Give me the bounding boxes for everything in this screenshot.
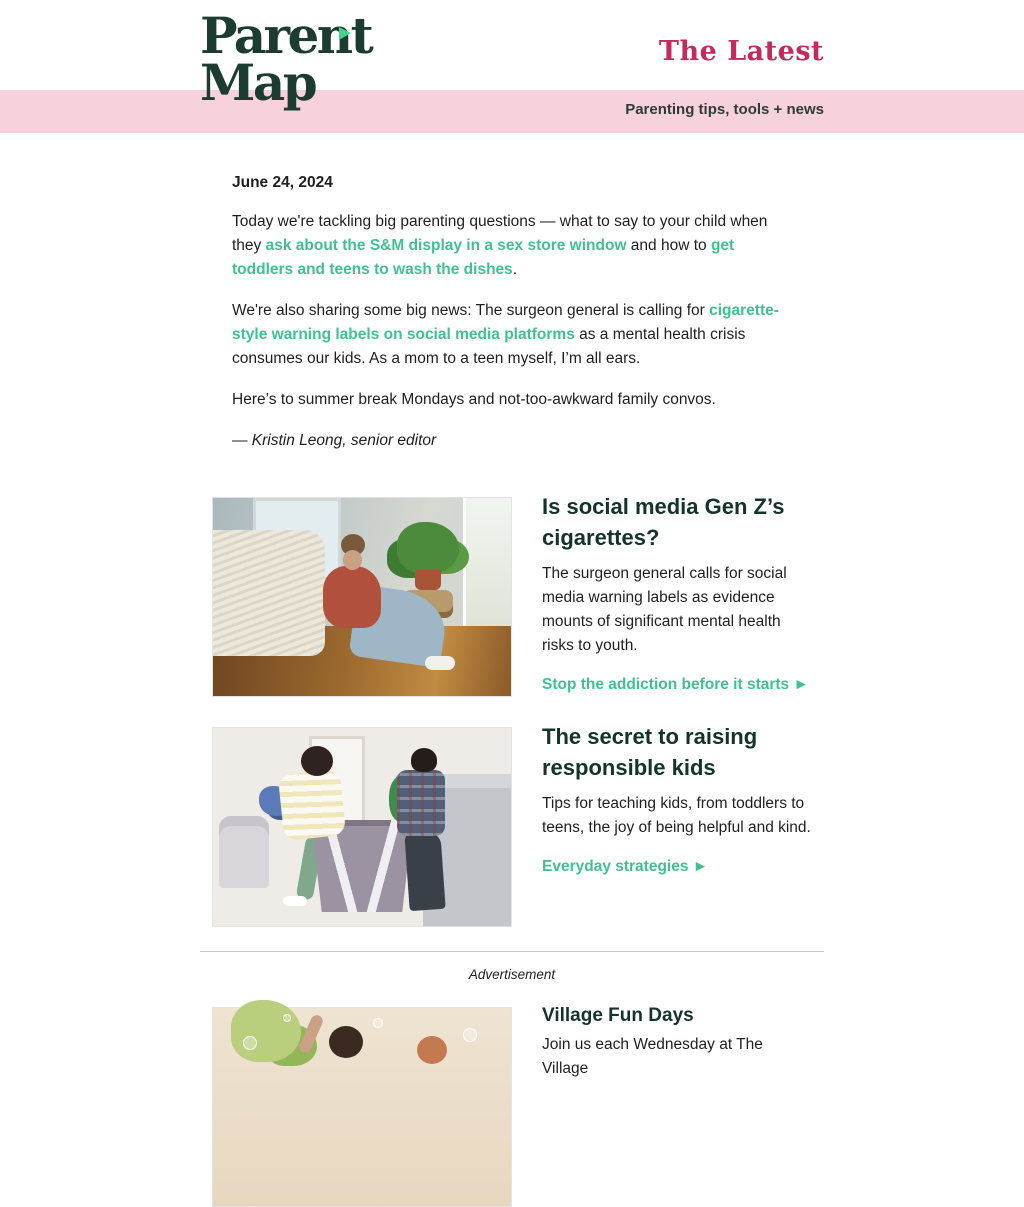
ad-text-block (542, 1007, 812, 1207)
photo-girl-sweater (323, 566, 381, 628)
photo-child-head (329, 1026, 363, 1058)
ad-card-village-fun-days (200, 1007, 824, 1207)
article-text-block (542, 494, 812, 697)
text-run: as a mental health crisis consumes our kids. As a mom to a teen myself, I’m all ears. (232, 326, 746, 367)
header-column (200, 0, 824, 133)
text-run: We're also sharing some big news: The surgeon general is calling for (232, 302, 710, 319)
ad-headline[interactable]: Village Fun Days (542, 1005, 694, 1026)
ad-image-bubbles[interactable] (212, 1007, 512, 1207)
text-run: and how to (626, 237, 711, 254)
inline-link[interactable]: cigarette-style warning labels on social media platforms (232, 302, 779, 343)
photo-kid2-pants (404, 831, 445, 911)
section-divider (200, 951, 824, 952)
photo-kid1-hair (301, 746, 333, 776)
photo-child-head (417, 1036, 447, 1064)
photo-bubble (463, 1028, 477, 1042)
photo-kid2-shirt (397, 770, 445, 836)
article-card-social-media (200, 494, 824, 697)
editor-signature: — Kristin Leong, senior editor (232, 432, 437, 449)
flag-triangle-icon (339, 27, 351, 40)
intro-paragraph-3: Here’s to summer break Mondays and not-too-awkward family convos. (232, 391, 716, 408)
logo-text-parent: Parent (200, 6, 372, 65)
article-list (200, 494, 824, 927)
article-headline[interactable]: Is social media Gen Z’s cigarettes? (542, 494, 785, 550)
photo-child-arm (297, 1013, 324, 1054)
parentmap-logo[interactable] (200, 6, 372, 112)
advertisement-label: Advertisement (468, 967, 556, 982)
inline-link[interactable]: get toddlers and teens to wash the dishes (232, 237, 735, 278)
text-run: . (512, 261, 518, 278)
photo-kid2-hair (411, 748, 437, 772)
article-headline[interactable]: The secret to raising responsible kids (542, 724, 758, 780)
photo-bubble (243, 1036, 257, 1050)
edition-tagline: Parenting tips, tools + news (625, 101, 824, 118)
newsletter-header (0, 0, 1024, 133)
ad-body: Join us each Wednesday at The Village (542, 1036, 763, 1077)
article-cta-link[interactable]: Everyday strategies ► (542, 858, 709, 875)
article-image-laundry[interactable] (212, 727, 512, 927)
photo-kid1-shirt (278, 769, 347, 841)
issue-date: June 24, 2024 (232, 174, 333, 191)
photo-foliage (231, 1000, 301, 1062)
photo-chair (219, 816, 269, 888)
photo-girl-head (343, 550, 362, 570)
photo-plant-pot (415, 570, 441, 590)
article-cta-link[interactable]: Stop the addiction before it starts ► (542, 676, 809, 693)
editor-intro (200, 171, 824, 453)
text-run: Today we're tackling big parenting questions — what to say to your child when they (232, 213, 768, 254)
logo-text-map: Map (200, 53, 316, 112)
article-image-social-media[interactable] (212, 497, 512, 697)
intro-paragraph-2 (232, 299, 792, 371)
intro-paragraph-1 (232, 210, 792, 282)
edition-title: The Latest (658, 36, 824, 67)
photo-bubble (283, 1014, 291, 1022)
article-card-responsible-kids (200, 724, 824, 927)
photo-girl-socks (425, 656, 455, 670)
photo-kid1-sock (283, 896, 307, 906)
photo-bubble (373, 1018, 383, 1028)
photo-plant (397, 522, 459, 574)
content-column (200, 171, 824, 1207)
inline-link[interactable]: ask about the S&M display in a sex store window (265, 237, 627, 254)
photo-bed (213, 530, 325, 656)
article-summary: Tips for teaching kids, from toddlers to teens, the joy of being helpful and kind. (542, 795, 811, 836)
article-text-block (542, 724, 812, 927)
article-summary: The surgeon general calls for social media warning labels as evidence mounts of significant mental health risks to youth. (542, 565, 787, 654)
